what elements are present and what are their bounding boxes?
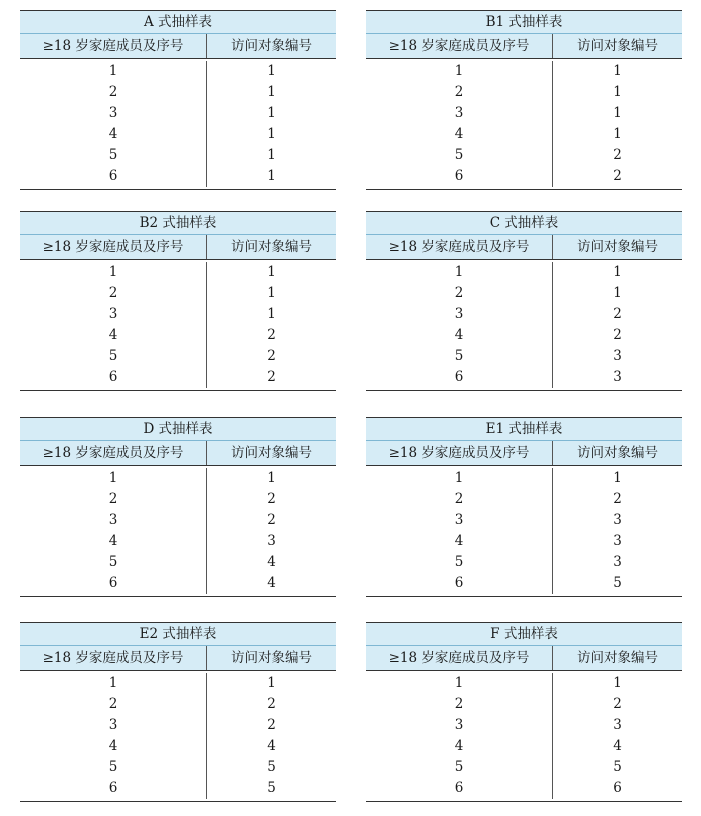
table-row xyxy=(366,346,682,367)
member-index-cell: 1 xyxy=(20,673,207,694)
table-row xyxy=(20,325,336,346)
header-respondent-number: 访问对象编号 xyxy=(231,239,312,255)
respondent-number-cell: 1 xyxy=(267,285,276,301)
table-row xyxy=(20,510,336,531)
member-index-cell: 1 xyxy=(20,262,207,283)
table-title: B2 式抽样表 xyxy=(20,212,336,235)
member-index-cell: 1 xyxy=(20,468,207,489)
sampling-table xyxy=(20,417,336,597)
respondent-number-cell: 2 xyxy=(613,306,622,322)
table-row xyxy=(20,757,336,778)
table-row xyxy=(366,82,682,103)
respondent-number-cell: 2 xyxy=(613,147,622,163)
sampling-table xyxy=(366,622,682,802)
member-index-cell: 2 xyxy=(20,694,207,715)
table-row xyxy=(20,552,336,573)
member-index-cell: 6 xyxy=(366,166,553,187)
respondent-number-cell: 1 xyxy=(267,470,276,486)
header-member-index: ≥18 岁家庭成员及序号 xyxy=(366,646,553,670)
member-index-cell: 2 xyxy=(366,489,553,510)
member-index-cell: 1 xyxy=(366,673,553,694)
respondent-number-cell: 1 xyxy=(613,105,622,121)
table-row xyxy=(366,325,682,346)
respondent-number-cell: 2 xyxy=(613,696,622,712)
table-title: E1 式抽样表 xyxy=(366,418,682,441)
table-row xyxy=(366,145,682,166)
member-index-cell: 4 xyxy=(366,531,553,552)
table-row xyxy=(366,736,682,757)
respondent-number-cell: 3 xyxy=(613,369,622,385)
respondent-number-cell: 2 xyxy=(267,696,276,712)
respondent-number-cell: 1 xyxy=(613,285,622,301)
header-respondent-number: 访问对象编号 xyxy=(577,445,658,461)
table-body xyxy=(20,59,336,189)
table-header-row xyxy=(20,441,336,466)
respondent-number-cell: 1 xyxy=(267,147,276,163)
respondent-number-cell: 3 xyxy=(267,533,276,549)
member-index-cell: 3 xyxy=(366,510,553,531)
respondent-number-cell: 1 xyxy=(267,63,276,79)
member-index-cell: 4 xyxy=(366,124,553,145)
table-row xyxy=(366,468,682,489)
sampling-table xyxy=(20,10,336,190)
table-row xyxy=(20,573,336,594)
member-index-cell: 5 xyxy=(20,145,207,166)
respondent-number-cell: 2 xyxy=(267,348,276,364)
table-row xyxy=(20,346,336,367)
table-title: D 式抽样表 xyxy=(20,418,336,441)
table-row xyxy=(20,145,336,166)
table-body xyxy=(366,260,682,390)
table-row xyxy=(366,552,682,573)
table-header-row xyxy=(366,235,682,260)
respondent-number-cell: 5 xyxy=(267,780,276,796)
member-index-cell: 1 xyxy=(20,61,207,82)
respondent-number-cell: 1 xyxy=(267,264,276,280)
header-member-index: ≥18 岁家庭成员及序号 xyxy=(20,235,207,259)
table-row xyxy=(366,124,682,145)
respondent-number-cell: 1 xyxy=(267,105,276,121)
member-index-cell: 4 xyxy=(20,124,207,145)
respondent-number-cell: 3 xyxy=(613,348,622,364)
table-row xyxy=(20,673,336,694)
respondent-number-cell: 1 xyxy=(613,126,622,142)
header-member-index: ≥18 岁家庭成员及序号 xyxy=(366,235,553,259)
table-row xyxy=(20,82,336,103)
member-index-cell: 4 xyxy=(20,736,207,757)
table-row xyxy=(366,489,682,510)
respondent-number-cell: 1 xyxy=(267,168,276,184)
respondent-number-cell: 3 xyxy=(613,533,622,549)
member-index-cell: 3 xyxy=(20,715,207,736)
member-index-cell: 5 xyxy=(20,552,207,573)
respondent-number-cell: 1 xyxy=(613,84,622,100)
table-body xyxy=(366,671,682,801)
respondent-number-cell: 4 xyxy=(613,738,622,754)
table-row xyxy=(20,103,336,124)
respondent-number-cell: 2 xyxy=(613,327,622,343)
sampling-table xyxy=(366,417,682,597)
respondent-number-cell: 5 xyxy=(267,759,276,775)
respondent-number-cell: 1 xyxy=(613,470,622,486)
respondent-number-cell: 1 xyxy=(267,126,276,142)
table-row xyxy=(366,715,682,736)
member-index-cell: 3 xyxy=(366,103,553,124)
member-index-cell: 6 xyxy=(20,778,207,799)
member-index-cell: 1 xyxy=(366,468,553,489)
header-member-index: ≥18 岁家庭成员及序号 xyxy=(366,441,553,465)
table-row xyxy=(20,468,336,489)
table-title: E2 式抽样表 xyxy=(20,623,336,646)
respondent-number-cell: 2 xyxy=(267,717,276,733)
table-row xyxy=(20,124,336,145)
table-row xyxy=(366,262,682,283)
sampling-table xyxy=(20,622,336,802)
table-row xyxy=(20,778,336,799)
member-index-cell: 2 xyxy=(366,283,553,304)
table-row xyxy=(366,778,682,799)
member-index-cell: 5 xyxy=(366,552,553,573)
header-respondent-number: 访问对象编号 xyxy=(231,38,312,54)
table-title: B1 式抽样表 xyxy=(366,11,682,34)
table-row xyxy=(20,61,336,82)
respondent-number-cell: 4 xyxy=(267,575,276,591)
table-row xyxy=(20,715,336,736)
sampling-table xyxy=(20,211,336,391)
table-row xyxy=(366,166,682,187)
member-index-cell: 2 xyxy=(20,82,207,103)
table-body xyxy=(20,260,336,390)
member-index-cell: 5 xyxy=(366,757,553,778)
respondent-number-cell: 5 xyxy=(613,759,622,775)
table-row xyxy=(20,489,336,510)
header-member-index: ≥18 岁家庭成员及序号 xyxy=(20,441,207,465)
respondent-number-cell: 1 xyxy=(613,264,622,280)
table-row xyxy=(366,367,682,388)
table-row xyxy=(366,283,682,304)
member-index-cell: 1 xyxy=(366,61,553,82)
table-header-row xyxy=(366,34,682,59)
member-index-cell: 3 xyxy=(20,510,207,531)
table-title: C 式抽样表 xyxy=(366,212,682,235)
table-title: F 式抽样表 xyxy=(366,623,682,646)
table-header-row xyxy=(366,646,682,671)
table-header-row xyxy=(366,441,682,466)
sampling-table xyxy=(366,10,682,190)
table-row xyxy=(20,283,336,304)
respondent-number-cell: 1 xyxy=(267,675,276,691)
member-index-cell: 3 xyxy=(20,304,207,325)
member-index-cell: 2 xyxy=(20,283,207,304)
respondent-number-cell: 6 xyxy=(613,780,622,796)
respondent-number-cell: 1 xyxy=(613,675,622,691)
member-index-cell: 5 xyxy=(20,757,207,778)
member-index-cell: 3 xyxy=(366,715,553,736)
respondent-number-cell: 2 xyxy=(613,491,622,507)
header-respondent-number: 访问对象编号 xyxy=(231,650,312,666)
respondent-number-cell: 2 xyxy=(267,327,276,343)
header-member-index: ≥18 岁家庭成员及序号 xyxy=(20,34,207,58)
member-index-cell: 2 xyxy=(366,694,553,715)
table-row xyxy=(366,304,682,325)
header-respondent-number: 访问对象编号 xyxy=(577,650,658,666)
member-index-cell: 6 xyxy=(366,778,553,799)
member-index-cell: 6 xyxy=(20,166,207,187)
respondent-number-cell: 2 xyxy=(613,168,622,184)
member-index-cell: 3 xyxy=(366,304,553,325)
member-index-cell: 6 xyxy=(366,573,553,594)
respondent-number-cell: 1 xyxy=(267,84,276,100)
header-member-index: ≥18 岁家庭成员及序号 xyxy=(20,646,207,670)
header-respondent-number: 访问对象编号 xyxy=(577,239,658,255)
table-row xyxy=(366,510,682,531)
respondent-number-cell: 2 xyxy=(267,369,276,385)
table-body xyxy=(20,466,336,596)
table-row xyxy=(366,694,682,715)
table-row xyxy=(20,736,336,757)
respondent-number-cell: 3 xyxy=(613,554,622,570)
member-index-cell: 5 xyxy=(366,145,553,166)
respondent-number-cell: 3 xyxy=(613,512,622,528)
table-row xyxy=(20,262,336,283)
table-row xyxy=(366,61,682,82)
member-index-cell: 1 xyxy=(366,262,553,283)
table-body xyxy=(366,466,682,596)
table-row xyxy=(20,694,336,715)
header-respondent-number: 访问对象编号 xyxy=(577,38,658,54)
table-row xyxy=(366,103,682,124)
table-row xyxy=(366,673,682,694)
respondent-number-cell: 2 xyxy=(267,512,276,528)
table-row xyxy=(20,531,336,552)
respondent-number-cell: 4 xyxy=(267,738,276,754)
header-respondent-number: 访问对象编号 xyxy=(231,445,312,461)
table-row xyxy=(366,757,682,778)
table-row xyxy=(20,367,336,388)
header-member-index: ≥18 岁家庭成员及序号 xyxy=(366,34,553,58)
member-index-cell: 2 xyxy=(366,82,553,103)
member-index-cell: 6 xyxy=(20,573,207,594)
respondent-number-cell: 1 xyxy=(267,306,276,322)
member-index-cell: 6 xyxy=(20,367,207,388)
member-index-cell: 4 xyxy=(366,736,553,757)
member-index-cell: 5 xyxy=(366,346,553,367)
table-body xyxy=(20,671,336,801)
table-header-row xyxy=(20,235,336,260)
table-header-row xyxy=(20,646,336,671)
member-index-cell: 3 xyxy=(20,103,207,124)
respondent-number-cell: 1 xyxy=(613,63,622,79)
table-body xyxy=(366,59,682,189)
table-row xyxy=(20,304,336,325)
respondent-number-cell: 4 xyxy=(267,554,276,570)
table-title: A 式抽样表 xyxy=(20,11,336,34)
member-index-cell: 4 xyxy=(20,531,207,552)
member-index-cell: 2 xyxy=(20,489,207,510)
table-header-row xyxy=(20,34,336,59)
table-row xyxy=(366,573,682,594)
sampling-table xyxy=(366,211,682,391)
respondent-number-cell: 3 xyxy=(613,717,622,733)
respondent-number-cell: 2 xyxy=(267,491,276,507)
member-index-cell: 4 xyxy=(20,325,207,346)
table-row xyxy=(20,166,336,187)
member-index-cell: 5 xyxy=(20,346,207,367)
member-index-cell: 6 xyxy=(366,367,553,388)
table-row xyxy=(366,531,682,552)
respondent-number-cell: 5 xyxy=(613,575,622,591)
member-index-cell: 4 xyxy=(366,325,553,346)
